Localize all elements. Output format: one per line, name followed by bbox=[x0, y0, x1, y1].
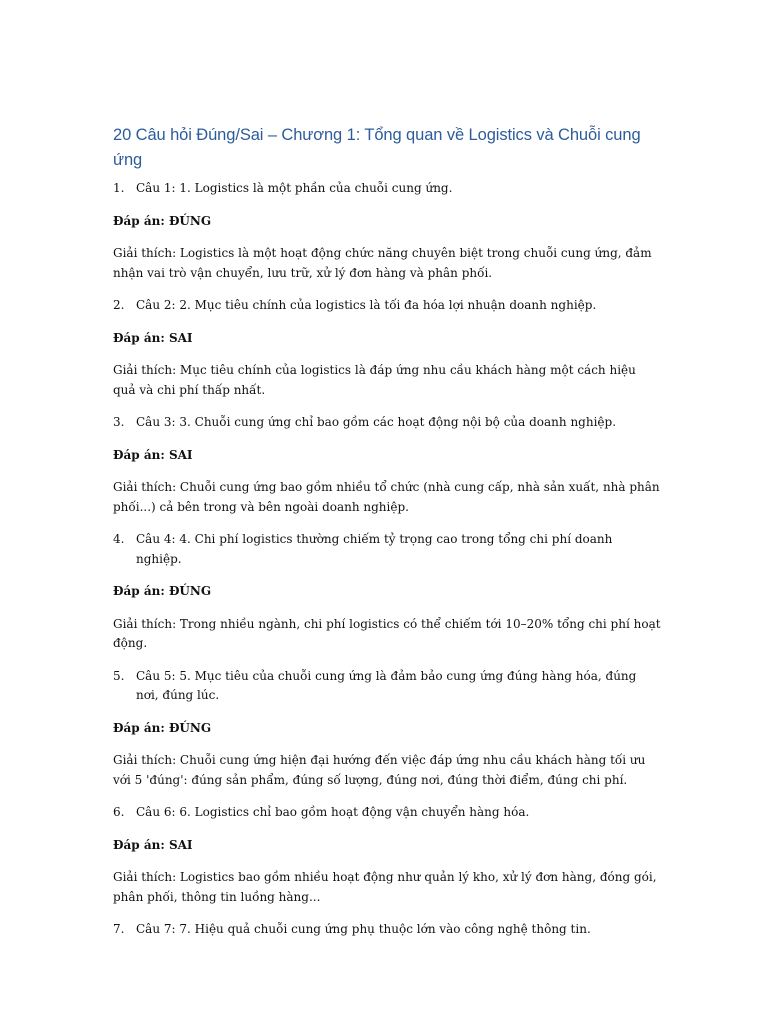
question-text: Câu 6: 6. Logistics chỉ bao gồm hoạt động vận chuyển hàng hóa. bbox=[136, 805, 530, 819]
question-item bbox=[113, 920, 661, 940]
explanation-text: Giải thích: Chuỗi cung ứng bao gồm nhiều tổ chức (nhà cung cấp, nhà sản xuất, nhà phân phối...) cả bên trong và bên ngoài doanh nghiệp. bbox=[113, 480, 660, 514]
question-number: 1. bbox=[113, 181, 125, 195]
explanation-text: Giải thích: Logistics là một hoạt động chức năng chuyên biệt trong chuỗi cung ứng, đảm nhận vai trò vận chuyển, lưu trữ, xử lý đơn hàng và phân phối. bbox=[113, 246, 652, 280]
question-number: 5. bbox=[113, 668, 125, 683]
question-number: 3. bbox=[113, 415, 125, 429]
answer-label: Đáp án: ĐÚNG bbox=[113, 213, 212, 228]
question-item bbox=[113, 296, 661, 316]
question-text: Câu 2: 2. Mục tiêu chính của logistics là tối đa hóa lợi nhuận doanh nghiệp. bbox=[136, 298, 597, 312]
question-number: 7. bbox=[113, 922, 125, 936]
question-item bbox=[113, 530, 661, 569]
question-item bbox=[113, 803, 661, 823]
question-text: Câu 5: 5. Mục tiêu của chuỗi cung ứng là đảm bảo cung ứng đúng hàng hóa, đúng nơi, đúng lúc. bbox=[136, 668, 637, 702]
question-text: Câu 1: 1. Logistics là một phần của chuỗi cung ứng. bbox=[136, 181, 453, 195]
answer-label: Đáp án: ĐÚNG bbox=[113, 584, 212, 598]
explanation-text: Giải thích: Trong nhiều ngành, chi phí logistics có thể chiếm tới 10–20% tổng chi phí hoạt động. bbox=[113, 616, 661, 650]
question-text: Câu 7: 7. Hiệu quả chuỗi cung ứng phụ thuộc lớn vào công nghệ thông tin. bbox=[136, 922, 591, 936]
page-title: 20 Câu hỏi Đúng/Sai – Chương 1: Tổng quan về Logistics và Chuỗi cung ứng bbox=[113, 126, 641, 169]
answer-label: Đáp án: SAI bbox=[113, 447, 193, 462]
explanation-text: Giải thích: Chuỗi cung ứng hiện đại hướng đến việc đáp ứng nhu cầu khách hàng tối ưu với 5 'đúng': đúng sản phẩm, đúng số lượng, đúng nơi, đúng thời điểm, đúng chi phí. bbox=[113, 753, 646, 787]
question-item bbox=[113, 179, 661, 199]
answer-label: Đáp án: ĐÚNG bbox=[113, 720, 212, 735]
question-text: Câu 3: 3. Chuỗi cung ứng chỉ bao gồm các hoạt động nội bộ của doanh nghiệp. bbox=[136, 415, 617, 429]
question-item bbox=[113, 667, 661, 706]
question-number: 4. bbox=[113, 532, 125, 546]
document-content bbox=[113, 123, 661, 953]
answer-label: Đáp án: SAI bbox=[113, 330, 193, 345]
answer-label: Đáp án: SAI bbox=[113, 837, 193, 852]
question-number: 6. bbox=[113, 805, 125, 819]
question-number: 2. bbox=[113, 298, 125, 312]
explanation-text: Giải thích: Logistics bao gồm nhiều hoạt động như quản lý kho, xử lý đơn hàng, đóng gói, phân phối, thông tin luồng hàng... bbox=[113, 870, 657, 904]
question-item bbox=[113, 413, 661, 433]
question-text: Câu 4: 4. Chi phí logistics thường chiếm tỷ trọng cao trong tổng chi phí doanh nghiệp. bbox=[136, 532, 613, 566]
explanation-text: Giải thích: Mục tiêu chính của logistics là đáp ứng nhu cầu khách hàng một cách hiệu quả và chi phí thấp nhất. bbox=[113, 363, 636, 397]
